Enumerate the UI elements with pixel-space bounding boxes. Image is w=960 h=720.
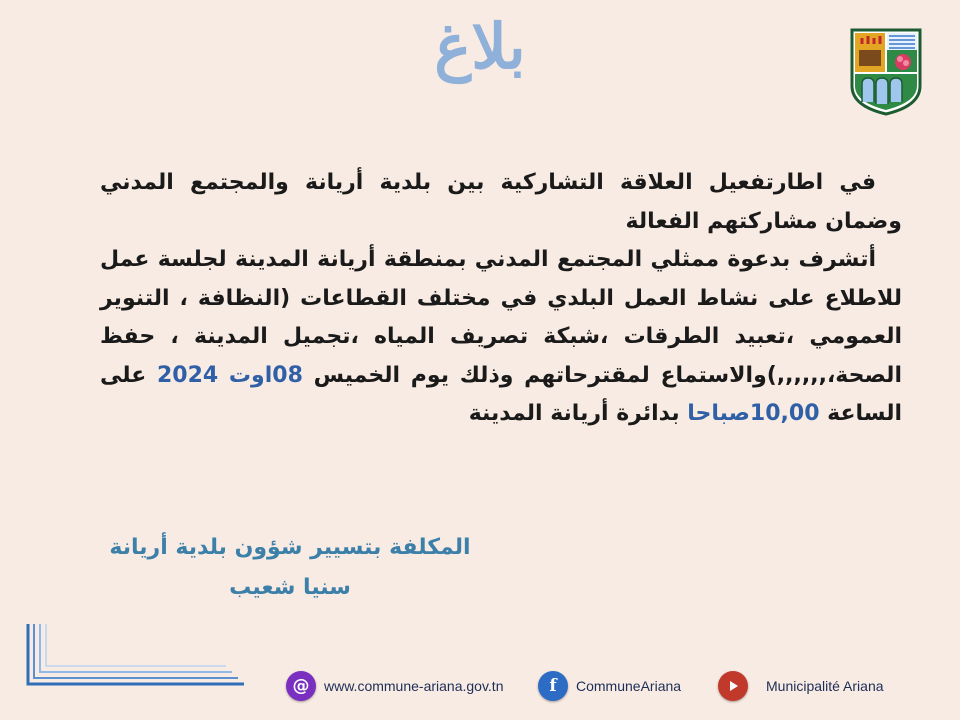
footer-youtube[interactable]: [718, 668, 884, 704]
footer-contacts: [0, 668, 960, 704]
footer-facebook[interactable]: [538, 668, 681, 704]
paragraph-intro: في اطارتفعيل العلاقة التشاركية بين بلدية أريانة والمجتمع المدني وضمان مشاركتهم الفعالة: [100, 170, 902, 234]
signature-block: [100, 528, 480, 608]
announcement-title: بلاغ: [434, 10, 526, 83]
municipality-crest-logo: [848, 26, 924, 116]
website-link[interactable]: www.commune-ariana.gov.tn: [324, 678, 504, 694]
at-sign-icon: @: [286, 671, 316, 701]
footer-website[interactable]: [286, 668, 503, 704]
play-icon: [718, 671, 748, 701]
signatory-role: المكلفة بتسيير شؤون بلدية أريانة: [109, 535, 471, 560]
meeting-date: 08اوت 2024: [156, 362, 303, 388]
play-triangle-icon: [727, 680, 739, 692]
announcement-body: [100, 164, 902, 434]
facebook-link[interactable]: CommuneAriana: [576, 678, 682, 694]
paragraph-invitation: أتشرف بدعوة ممثلي المجتمع المدني بمنطقة أريانة المدينة لجلسة عمل للاطلاع على نشاط العمل البلدي في مختلف القطاعات (النظافة ، التنوير العمومي ،تعبيد الطرقات ،شبكة تصريف المياه ،تجميل المدينة ، حفظ الصحة،,,,,,,)والاستماع لمقترحاتهم وذلك يوم الخميس 08اوت 2024 على الساعة 10,00صباحا بدائرة أريانة المدينة: [100, 247, 902, 426]
signatory-name: سنيا شعيب: [229, 575, 351, 600]
facebook-icon: f: [538, 671, 568, 701]
meeting-time: 10,00صباحا: [687, 401, 820, 426]
youtube-link[interactable]: Municipalité Ariana: [766, 678, 884, 694]
